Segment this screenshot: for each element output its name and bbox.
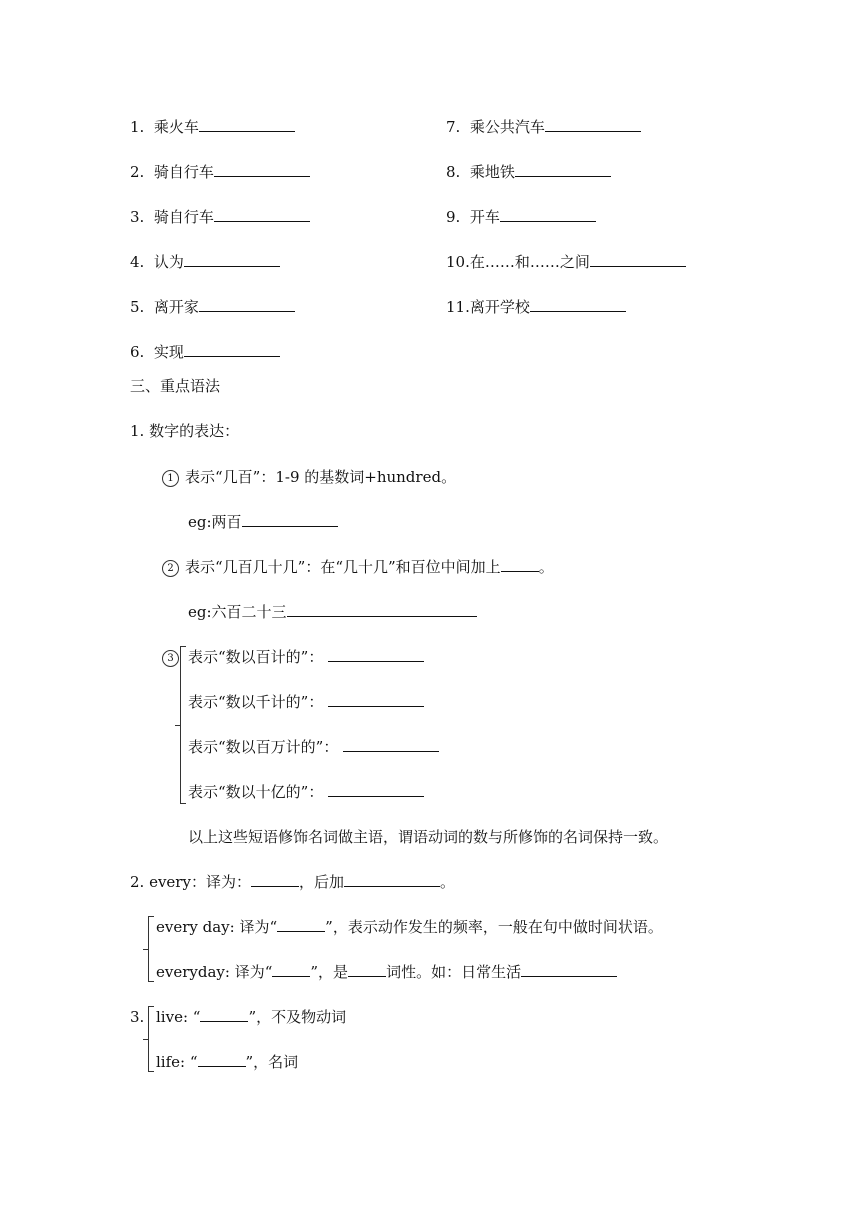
item-text: 乘火车 [153,118,199,136]
vocab-item [446,252,686,272]
grammar-heading: 1. 数字的表达： [130,422,240,440]
vocab-item [446,117,641,137]
curly-brace [148,916,149,982]
item-number: 1. [130,118,145,136]
answer-blank[interactable] [199,297,295,312]
answer-blank[interactable] [242,512,338,527]
point-text: ”，名词 [245,1053,299,1071]
answer-blank[interactable] [343,737,439,752]
example-text: eg:两百 [188,513,242,531]
answer-blank[interactable] [590,252,686,267]
answer-blank[interactable] [515,162,611,177]
item-text: 在……和……之间 [469,253,590,271]
everyday-line [156,962,617,982]
grammar-point-2 [162,557,554,577]
point-3-item [188,647,424,667]
vocab-item [130,342,280,362]
curly-brace [148,1006,149,1072]
item-number: 6. [130,343,145,361]
answer-blank[interactable] [198,1052,246,1067]
grammar-heading [130,872,455,892]
point-text: 表示“数以千计的”： [188,693,324,711]
point-text: ”，表示动作发生的频率，一般在句中做时间状语。 [325,918,663,936]
answer-blank[interactable] [328,782,424,797]
point-text: 表示“几百”：1-9 的基数词+hundred。 [185,468,457,486]
point-text: everyday: 译为“ [156,963,273,981]
item-text: 乘地铁 [469,163,515,181]
curly-brace [180,646,181,804]
answer-blank[interactable] [251,872,299,887]
vocab-item [130,117,295,137]
point-text: 。 [439,873,455,891]
point-text: live: “ [156,1008,201,1026]
answer-blank[interactable] [200,1007,248,1022]
grammar-point-3 [162,647,185,667]
vocab-item [130,297,295,317]
item-text: 开车 [469,208,500,226]
item-number: 5. [130,298,145,316]
item-number: 4. [130,253,145,271]
answer-blank[interactable] [184,252,280,267]
point-text: ”，是 [310,963,349,981]
point-3-item [188,737,439,757]
answer-blank[interactable] [328,692,424,707]
grammar-note: 以上这些短语修饰名词做主语，谓语动词的数与所修饰的名词保持一致。 [188,828,669,846]
item-text: 离开学校 [469,298,530,316]
point-text: ”，不及物动词 [248,1008,347,1026]
vocab-item [130,162,310,182]
grammar-heading: 3. [130,1008,145,1026]
vocab-item [446,207,596,227]
item-number: 11. [446,298,470,316]
example-line [188,602,477,622]
point-text: 。 [538,558,554,576]
point-text: 表示“几百几十几”：在“几十几”和百位中间加上 [185,558,501,576]
item-number: 8. [446,163,461,181]
item-text: 骑自行车 [153,163,214,181]
vocab-item [130,207,310,227]
item-number: 7. [446,118,461,136]
point-text: 表示“数以百万计的”： [188,738,339,756]
answer-blank[interactable] [530,297,626,312]
answer-blank[interactable] [344,872,440,887]
item-text: 实现 [153,343,184,361]
point-text: every day: 译为“ [156,918,278,936]
grammar-point-1 [162,467,456,487]
item-text: 离开家 [153,298,199,316]
item-text: 乘公共汽车 [469,118,545,136]
answer-blank[interactable] [214,162,310,177]
item-number: 3. [130,208,145,226]
example-text: eg:六百二十三 [188,603,287,621]
answer-blank[interactable] [287,602,477,617]
answer-blank[interactable] [328,647,424,662]
point-3-item [188,692,424,712]
example-line [188,512,338,532]
circled-number: 3 [162,650,179,667]
vocab-item [446,297,626,317]
answer-blank[interactable] [272,962,310,977]
circled-number: 1 [162,470,179,487]
live-line [156,1007,346,1027]
point-text: 表示“数以百计的”： [188,648,324,666]
point-text: life: “ [156,1053,198,1071]
answer-blank[interactable] [184,342,280,357]
every-day-line [156,917,663,937]
item-number: 2. [130,163,145,181]
item-text: 认为 [153,253,184,271]
point-text: ，后加 [298,873,344,891]
item-number: 10. [446,253,470,271]
answer-blank[interactable] [521,962,617,977]
life-line [156,1052,298,1072]
point-text: 词性。如：日常生活 [386,963,522,981]
section-title: 三、重点语法 [130,377,221,395]
answer-blank[interactable] [348,962,386,977]
answer-blank[interactable] [500,207,596,222]
circled-number: 2 [162,560,179,577]
point-3-item [188,782,424,802]
vocab-item [446,162,611,182]
point-text: 表示“数以十亿的”： [188,783,324,801]
vocab-item [130,252,280,272]
item-text: 骑自行车 [153,208,214,226]
answer-blank[interactable] [501,557,539,572]
item-number: 9. [446,208,461,226]
answer-blank[interactable] [199,117,295,132]
answer-blank[interactable] [545,117,641,132]
answer-blank[interactable] [214,207,310,222]
point-text: 2. every：译为： [130,873,251,891]
answer-blank[interactable] [277,917,325,932]
